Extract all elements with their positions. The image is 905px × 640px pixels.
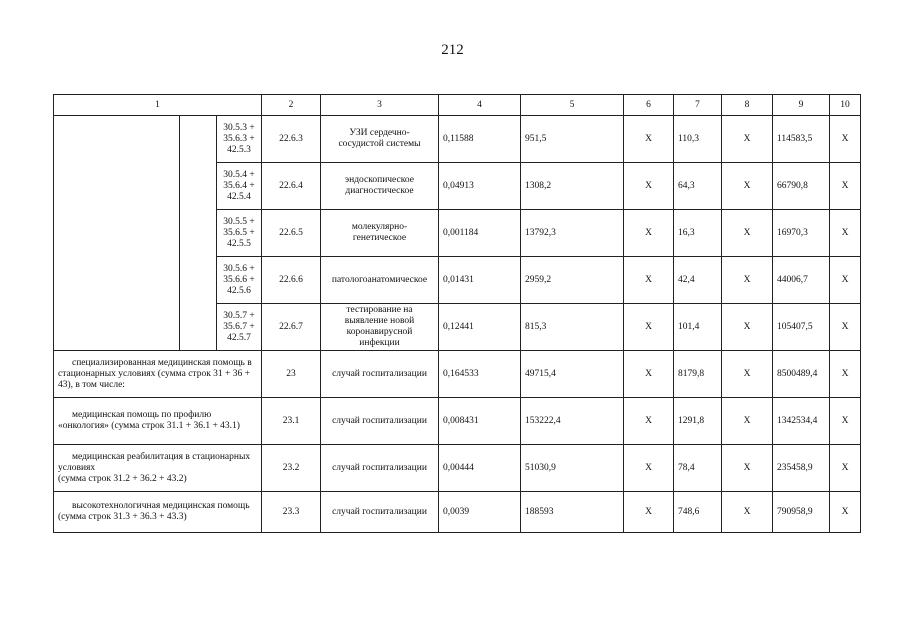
value-cell: X bbox=[624, 492, 674, 533]
value-cell: 0,11588 bbox=[439, 116, 521, 163]
value-cell: 0,04913 bbox=[439, 163, 521, 210]
header-cell: 10 bbox=[830, 95, 861, 116]
value-cell: X bbox=[830, 257, 861, 304]
value-cell: X bbox=[830, 304, 861, 351]
value-cell: X bbox=[722, 257, 773, 304]
merged-blank-cell bbox=[54, 116, 180, 351]
value-cell: 153222,4 bbox=[521, 398, 624, 445]
value-cell: 66790,8 bbox=[773, 163, 830, 210]
value-cell: X bbox=[624, 163, 674, 210]
value-cell: X bbox=[830, 445, 861, 492]
value-cell: 8500489,4 bbox=[773, 351, 830, 398]
header-cell: 1 bbox=[54, 95, 262, 116]
unit-cell: УЗИ сердечно- сосудистой системы bbox=[321, 116, 439, 163]
value-cell: 1308,2 bbox=[521, 163, 624, 210]
value-cell: 188593 bbox=[521, 492, 624, 533]
description-cell: медицинская реабилитация в стационарных условиях (сумма строк 31.2 + 36.2 + 43.2) bbox=[54, 445, 262, 492]
value-cell: X bbox=[722, 163, 773, 210]
header-cell: 9 bbox=[773, 95, 830, 116]
value-cell: 78,4 bbox=[674, 445, 722, 492]
value-cell: 0,12441 bbox=[439, 304, 521, 351]
header-cell: 3 bbox=[321, 95, 439, 116]
value-cell: 0,0039 bbox=[439, 492, 521, 533]
value-cell: X bbox=[722, 304, 773, 351]
unit-cell: случай госпитализации bbox=[321, 398, 439, 445]
value-cell: X bbox=[722, 116, 773, 163]
value-cell: 0,001184 bbox=[439, 210, 521, 257]
description-cell: медицинская помощь по профилю «онкология» (сумма строк 31.1 + 36.1 + 43.1) bbox=[54, 398, 262, 445]
value-cell: X bbox=[624, 210, 674, 257]
header-cell: 2 bbox=[262, 95, 321, 116]
merged-blank-cell bbox=[180, 116, 217, 351]
value-cell: X bbox=[624, 351, 674, 398]
value-cell: 44006,7 bbox=[773, 257, 830, 304]
value-cell: 42,4 bbox=[674, 257, 722, 304]
header-cell: 5 bbox=[521, 95, 624, 116]
header-cell: 8 bbox=[722, 95, 773, 116]
line-number-cell: 22.6.7 bbox=[262, 304, 321, 351]
description-cell: специализированная медицинская помощь в стационарных условиях (сумма строк 31 + 36 + 43), в том числе: bbox=[54, 351, 262, 398]
value-cell: 0,008431 bbox=[439, 398, 521, 445]
formula-cell: 30.5.3 + 35.6.3 + 42.5.3 bbox=[217, 116, 262, 163]
value-cell: X bbox=[830, 210, 861, 257]
table-row bbox=[54, 351, 861, 398]
line-number-cell: 22.6.4 bbox=[262, 163, 321, 210]
line-number-cell: 23.2 bbox=[262, 445, 321, 492]
value-cell: X bbox=[624, 116, 674, 163]
formula-cell: 30.5.4 + 35.6.4 + 42.5.4 bbox=[217, 163, 262, 210]
value-cell: X bbox=[624, 304, 674, 351]
header-cell: 4 bbox=[439, 95, 521, 116]
table-row bbox=[54, 116, 861, 163]
table-row bbox=[54, 492, 861, 533]
value-cell: X bbox=[830, 492, 861, 533]
description-cell: высокотехнологичная медицинская помощь (сумма строк 31.3 + 36.3 + 43.3) bbox=[54, 492, 262, 533]
value-cell: X bbox=[722, 351, 773, 398]
line-number-cell: 23.1 bbox=[262, 398, 321, 445]
header-cell: 6 bbox=[624, 95, 674, 116]
header-cell: 7 bbox=[674, 95, 722, 116]
value-cell: 13792,3 bbox=[521, 210, 624, 257]
line-number-cell: 22.6.6 bbox=[262, 257, 321, 304]
value-cell: 64,3 bbox=[674, 163, 722, 210]
formula-cell: 30.5.5 + 35.6.5 + 42.5.5 bbox=[217, 210, 262, 257]
value-cell: 110,3 bbox=[674, 116, 722, 163]
value-cell: X bbox=[624, 445, 674, 492]
value-cell: X bbox=[624, 257, 674, 304]
value-cell: X bbox=[722, 398, 773, 445]
data-table bbox=[53, 94, 861, 533]
value-cell: 49715,4 bbox=[521, 351, 624, 398]
line-number-cell: 22.6.3 bbox=[262, 116, 321, 163]
value-cell: X bbox=[722, 445, 773, 492]
line-number-cell: 23.3 bbox=[262, 492, 321, 533]
table-row bbox=[54, 398, 861, 445]
value-cell: 815,3 bbox=[521, 304, 624, 351]
value-cell: 0,01431 bbox=[439, 257, 521, 304]
value-cell: 0,00444 bbox=[439, 445, 521, 492]
value-cell: X bbox=[722, 210, 773, 257]
line-number-cell: 23 bbox=[262, 351, 321, 398]
value-cell: X bbox=[830, 398, 861, 445]
value-cell: 105407,5 bbox=[773, 304, 830, 351]
value-cell: 2959,2 bbox=[521, 257, 624, 304]
value-cell: 8179,8 bbox=[674, 351, 722, 398]
value-cell: 0,164533 bbox=[439, 351, 521, 398]
formula-cell: 30.5.7 + 35.6.7 + 42.5.7 bbox=[217, 304, 262, 351]
value-cell: X bbox=[830, 116, 861, 163]
value-cell: 16,3 bbox=[674, 210, 722, 257]
value-cell: 748,6 bbox=[674, 492, 722, 533]
value-cell: 51030,9 bbox=[521, 445, 624, 492]
value-cell: X bbox=[624, 398, 674, 445]
unit-cell: случай госпитализации bbox=[321, 351, 439, 398]
page-number: 212 bbox=[441, 42, 464, 58]
value-cell: 951,5 bbox=[521, 116, 624, 163]
value-cell: X bbox=[830, 163, 861, 210]
unit-cell: патологоанатомическое bbox=[321, 257, 439, 304]
unit-cell: случай госпитализации bbox=[321, 445, 439, 492]
value-cell: X bbox=[722, 492, 773, 533]
unit-cell: случай госпитализации bbox=[321, 492, 439, 533]
value-cell: 1291,8 bbox=[674, 398, 722, 445]
line-number-cell: 22.6.5 bbox=[262, 210, 321, 257]
unit-cell: тестирование на выявление новой коронавирусной инфекции bbox=[321, 304, 439, 351]
value-cell: 101,4 bbox=[674, 304, 722, 351]
value-cell: 235458,9 bbox=[773, 445, 830, 492]
value-cell: 790958,9 bbox=[773, 492, 830, 533]
header-row bbox=[54, 95, 861, 116]
formula-cell: 30.5.6 + 35.6.6 + 42.5.6 bbox=[217, 257, 262, 304]
table-row bbox=[54, 445, 861, 492]
unit-cell: эндоскопическое диагностическое bbox=[321, 163, 439, 210]
value-cell: 16970,3 bbox=[773, 210, 830, 257]
value-cell: 1342534,4 bbox=[773, 398, 830, 445]
unit-cell: молекулярно- генетическое bbox=[321, 210, 439, 257]
value-cell: X bbox=[830, 351, 861, 398]
value-cell: 114583,5 bbox=[773, 116, 830, 163]
